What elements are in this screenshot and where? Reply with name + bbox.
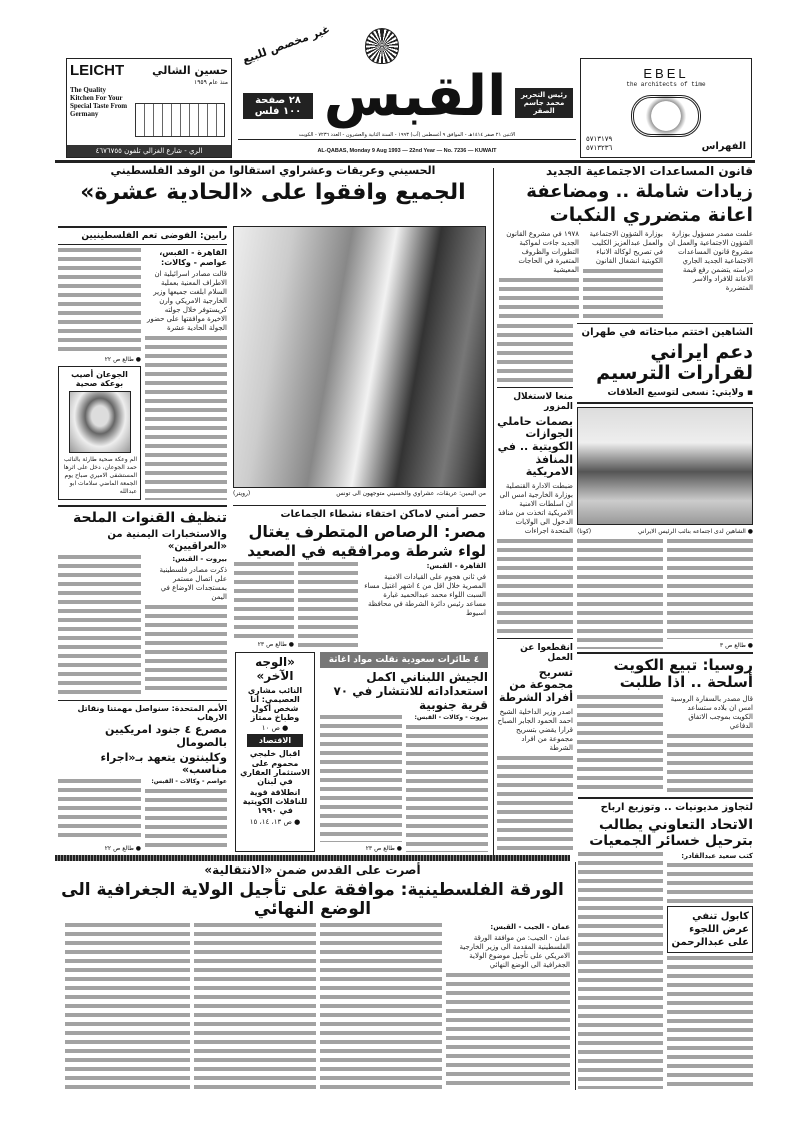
kabul-body (667, 956, 753, 1089)
egypt-jump[interactable]: ● طالع ص ٢٣ (257, 641, 294, 648)
paper-story (55, 855, 570, 1090)
logo-emblem (365, 28, 399, 64)
paper-headline: الورقة الفلسطينية: موافقة على تأجيل الولاية الجغرافية الى الوضع النهائي (61, 879, 564, 920)
russia-body-columns (577, 695, 753, 795)
jawaan-box (58, 366, 141, 500)
kitchen-image (135, 103, 225, 137)
coop-kicker: لتجاوز مديونيات .. وتوزيع ارباح (600, 802, 753, 813)
delegation-dateline: القاهرة - القبس، عواصم - وكالات: (159, 248, 227, 267)
wajh-page[interactable]: ● ص ١٠ (261, 724, 289, 733)
ad-arabic-brand: حسين الشالي (152, 64, 228, 77)
lebanon-story (320, 652, 488, 852)
egypt-body-text (298, 562, 358, 648)
coop-body-columns (578, 852, 753, 1089)
delegation-body-columns (58, 248, 227, 500)
egypt-story (233, 505, 486, 648)
lebanon-body-columns (320, 715, 488, 852)
russia-headline: روسيا: تبيع الكويت أسلحة .. اذا طلبت (613, 656, 753, 692)
delegation-credit: (رويتر) (233, 490, 251, 497)
tehran-caption (577, 528, 753, 536)
yemen-body-text (58, 555, 141, 695)
ad-leicht (66, 58, 232, 158)
editor-label: رئيس التحرير (520, 91, 568, 99)
editor-name: محمد جاسم الصقر (523, 99, 565, 115)
economy-item-2: انطلاقة قوية للناقلات الكويتية في ١٩٩٠ (242, 788, 308, 816)
aid-body: علمت مصدر مسؤول بوزارة الشؤون الاجتماعية والعمل ان مشروع قانون المساعدات الاجتماعية الجديد الجاري دراسته يتضمن رفع قيمة الاعانة للافراد والاسر المتضررة (667, 230, 753, 293)
egypt-kicker: حصر أمني لاماكن اختفاء نشطاء الجماعات (280, 509, 486, 520)
jawaan-portrait (69, 391, 131, 453)
delegation-body-text (58, 248, 141, 352)
economy-section: الاقتصاد (247, 734, 303, 747)
ad-address: الري - شارع الغزالي تلفون ٤٦٧٦٧٥٥ (67, 145, 231, 157)
lebanon-jump[interactable]: ● طالع ص ٢٣ (365, 845, 402, 852)
pages-price (243, 93, 313, 119)
date-english: AL-QABAS, Monday 9 Aug 1993 — 22nd Year — No. 7236 — KUWAIT (317, 148, 497, 154)
yemen-headline-2: والاستخبارات اليمنية من «العراقيين» (107, 529, 227, 552)
paper-body-columns (55, 923, 570, 1090)
police-body: اصدر وزير الداخلية الشيخ احمد الحمود الجابر الصباح قرارا يقضي بتسريح مجموعة من افراد الشرطة (497, 707, 573, 752)
aid-body: بوزارة الشؤون الاجتماعية والعمل عبدالعزيز الكليب في تصريح لوكالة الانباء الكويتية انشغال القانون (589, 230, 663, 266)
ad-since: منذ عام ١٩٥٩ (193, 79, 228, 86)
aid-headline-1: زيادات شاملة .. ومضاعفة (526, 180, 753, 202)
russia-body: قال مصدر بالسفارة الروسية امس ان بلاده ستساعد الكويت بموجب الاتفاق الدفاعي (670, 694, 753, 730)
russia-story (577, 652, 753, 794)
tehran-photo (577, 407, 753, 525)
russia-body-text (577, 695, 663, 795)
un-headline-1: مصرع ٤ جنود امريكيين بالصومال (104, 723, 227, 750)
un-body (58, 779, 141, 842)
date-arabic: الاثنين ٢١ صفر ١٤١٤هـ - الموافق ٩ أغسطس (آب) ١٩٩٣ - السنة الثانية والعشرون - العدد ٧٢٣٦ - الكويت (238, 132, 576, 140)
lebanon-body (320, 715, 402, 842)
jawaan-headline: الجوعان أصيب بوعكة صحية (71, 369, 128, 388)
tehran-story (577, 323, 753, 649)
delegation-photo (233, 226, 486, 488)
delegation-kicker: الحسيني وعريقات وعشراوي استقالوا من الوفد الفلسطيني (110, 164, 436, 177)
rabin-sub: رابين: الفوضى تعم الفلسطينيين (58, 226, 227, 245)
economy-pages[interactable]: ● ص ١٣، ١٤، ١٥ (249, 817, 301, 826)
un-story (58, 700, 227, 852)
un-body (145, 789, 227, 852)
paper-dateline: عمان - الجيب - القبس: (490, 922, 570, 931)
coop-body (578, 852, 663, 1089)
phone: ٥٧١٣١٧٩ (586, 135, 613, 143)
ad-ebel (580, 58, 752, 158)
un-jump[interactable]: ● طالع ص ٢٢ (104, 845, 141, 852)
section-band (55, 855, 570, 861)
yemen-body-text (145, 605, 227, 695)
russia-body-text (667, 734, 753, 795)
price-label: ١٠٠ فلس (254, 106, 302, 117)
delegation-header (58, 165, 488, 222)
ad-ebel-phones (586, 135, 612, 153)
lebanon-kicker: ٤ طائرات سعودية نقلت مواد اغاثة (320, 652, 488, 668)
yemen-body: ذكرت مصادر فلسطينية على اتصال مستمر بمستجدات الاوضاع في اليمن (159, 566, 227, 602)
aid-story (498, 165, 753, 321)
column-divider (575, 862, 576, 1090)
egypt-body-columns (233, 562, 486, 648)
paper-body-text (194, 923, 316, 1090)
passports-headline: بصمات حاملي الجوازات الكويتية .. في المنافذ الامريكية (497, 414, 573, 479)
paper-body-text (65, 923, 190, 1090)
tehran-body-columns (577, 539, 753, 649)
delegation-body-text (145, 336, 227, 500)
aid-body-text (583, 269, 663, 321)
tehran-caption-text: ● الشاهين لدى اجتماعه بنائب الرئيس الايراني (637, 527, 753, 535)
aid-body-continued (497, 324, 573, 384)
ad-ebel-dealer: الفهراس (701, 141, 746, 152)
egypt-headline-1: مصر: الرصاص المتطرف يغتال (248, 521, 486, 541)
delegation-body: قالت مصادر اسرائيلية ان الاطراف المعنية بعملية السلام ابلغت جميعها وزير الخارجية الامريكي وارن كريستوفر خلال جولته الاخيرة موافقتها على حضور الجولة الحادية عشرة (147, 269, 227, 332)
pages-label: ٢٨ صفحة (255, 95, 301, 106)
wajh-title: «الوجه الآخر» (255, 655, 295, 683)
police-body-text (497, 756, 573, 852)
paper-kicker: أصرت على القدس ضمن «الانتقالية» (204, 863, 421, 877)
tehran-headline: دعم ايراني لقرارات الترسيم (596, 340, 753, 385)
tehran-body (667, 539, 753, 639)
coop-story (578, 797, 753, 1089)
tehran-jump[interactable]: ● طالع ص ٣ (719, 642, 753, 649)
yemen-headline-1: تنظيف القنوات الملحة (73, 510, 227, 526)
economy-item-1: اقبال خليجي محموم على الاستثمار العقاري في لبنان (240, 749, 310, 786)
kabul-headline: كابول تنفي عرض اللجوء على عبدالرحمن (671, 910, 749, 948)
tehran-credit: (كونا) (577, 527, 592, 535)
delegation-caption (233, 490, 486, 498)
passports-body: ضبطت الادارة القنصلية بوزارة الخارجية امس الى ان اسلطات الامنية الامريكية اتخذت من منافذ الدخول الى الولايات المتحدة اجراءات (498, 481, 573, 535)
yemen-body-columns (58, 555, 227, 695)
wajh-box (235, 652, 315, 852)
masthead-rule (55, 160, 755, 163)
passports-kicker: منعا لاستغلال المزور (497, 387, 573, 413)
not-for-sale: غير مخصص للبيع (240, 22, 332, 67)
paper-body: عمان - الجيب: من موافقة الورقة الفلسطينية المقدمة الى وزير الخارجية الامريكي على تأجيل موضوع الولاية الجغرافية الى الوضع النهائي (459, 933, 570, 969)
jawaan-caption: الم وعكة صحية طارئة بالنائب حمد الجوعان، دخل على اثرها المستشفى الاميري صباح يوم الجمعة الماضي سلامات ابو عبدالله (63, 456, 137, 495)
aid-body-columns (498, 230, 753, 321)
tehran-body (577, 539, 663, 649)
lebanon-body (406, 725, 488, 852)
egypt-dateline: القاهرة - القبس: (426, 562, 486, 571)
paper-body-text (320, 923, 442, 1090)
yemen-story (58, 505, 227, 695)
tehran-sub: ▪ ولايتي: نسعى لتوسيع العلاقات (577, 388, 753, 403)
ad-brand: LEICHT (70, 62, 125, 79)
kabul-box (667, 906, 753, 953)
phone: ٥٧١٣٢٣٦ (586, 144, 613, 152)
un-body-columns (58, 779, 227, 852)
coop-byline: كتب سعيد عبدالقادر: (681, 851, 753, 860)
ad-tagline: The Quality Kitchen For Your Special Taste From Germany (70, 86, 128, 118)
yemen-dateline: بيروت - القبس: (172, 555, 227, 564)
coop-body (667, 863, 753, 903)
delegation-left-column (58, 226, 227, 500)
un-headline-2: وكلينتون يتعهد بـ«اجراء مناسب» (100, 750, 227, 777)
un-kicker: الأمم المتحدة: سنواصل مهمتنا ونقاتل الارهاب (77, 704, 227, 723)
ad-ebel-brand: EBEL (643, 66, 689, 81)
police-kicker: انقطعوا عن العمل (497, 638, 573, 664)
middle-column (497, 324, 573, 852)
aid-kicker: قانون المساعدات الاجتماعية الجديد (545, 164, 753, 178)
editor-box (515, 88, 573, 118)
passports-body-text (497, 539, 573, 635)
egypt-headline-2: لواء شرطة ومرافقيه في الصعيد (247, 541, 486, 560)
un-dateline: عواصم - وكالات - القبس: (151, 777, 227, 785)
logo: القبس (323, 64, 507, 129)
lebanon-headline: الجيش اللبناني اكمل استعداداته للانتشار في ٧٠ قرية جنوبية (333, 670, 488, 712)
egypt-body-text (234, 562, 294, 638)
police-headline: تسريح مجموعة من أفراد الشرطة (498, 665, 573, 705)
lebanon-dateline: بيروت - وكالات - القبس: (414, 714, 488, 722)
paper-body-text (446, 973, 570, 1090)
tehran-kicker: الشاهين اختتم مباحثاته في طهران (581, 327, 753, 338)
wajh-body: النائب مشاري العصيمي: أنا شخص أكول وطباخ ممتاز (247, 685, 303, 723)
column-divider (493, 168, 494, 856)
egypt-body: في ثاني هجوم على القيادات الامنية المصرية خلال اقل من ٤ اشهر اغتيل مساء السبت اللواء محمد عبدالحميد غبارة مساعد رئيس دائرة الشرطة في محافظة اسيوط (364, 573, 486, 618)
coop-headline: الاتحاد التعاوني يطالب بترحيل خسائر الجمعيات (589, 816, 753, 849)
delegation-jump[interactable]: ● طالع ص ٢٢ (104, 355, 141, 363)
aid-headline-2: اعانة متضرري النكبات (549, 204, 753, 227)
ad-ebel-tagline: the architects of time (626, 81, 706, 88)
aid-body: ١٩٧٨ في مشروع القانون الجديد جاءت لمواكبة التطورات والظروف المتغيرة في الحاجات المعيشية (506, 230, 579, 275)
delegation-headline: الجميع وافقوا على «الحادية عشرة» (80, 179, 466, 205)
delegation-caption-text: من اليمين: عريقات، عشراوي والحسيني متوجهون الى تونس (336, 490, 486, 497)
aid-body-text (499, 278, 579, 321)
watch-image (631, 95, 701, 137)
